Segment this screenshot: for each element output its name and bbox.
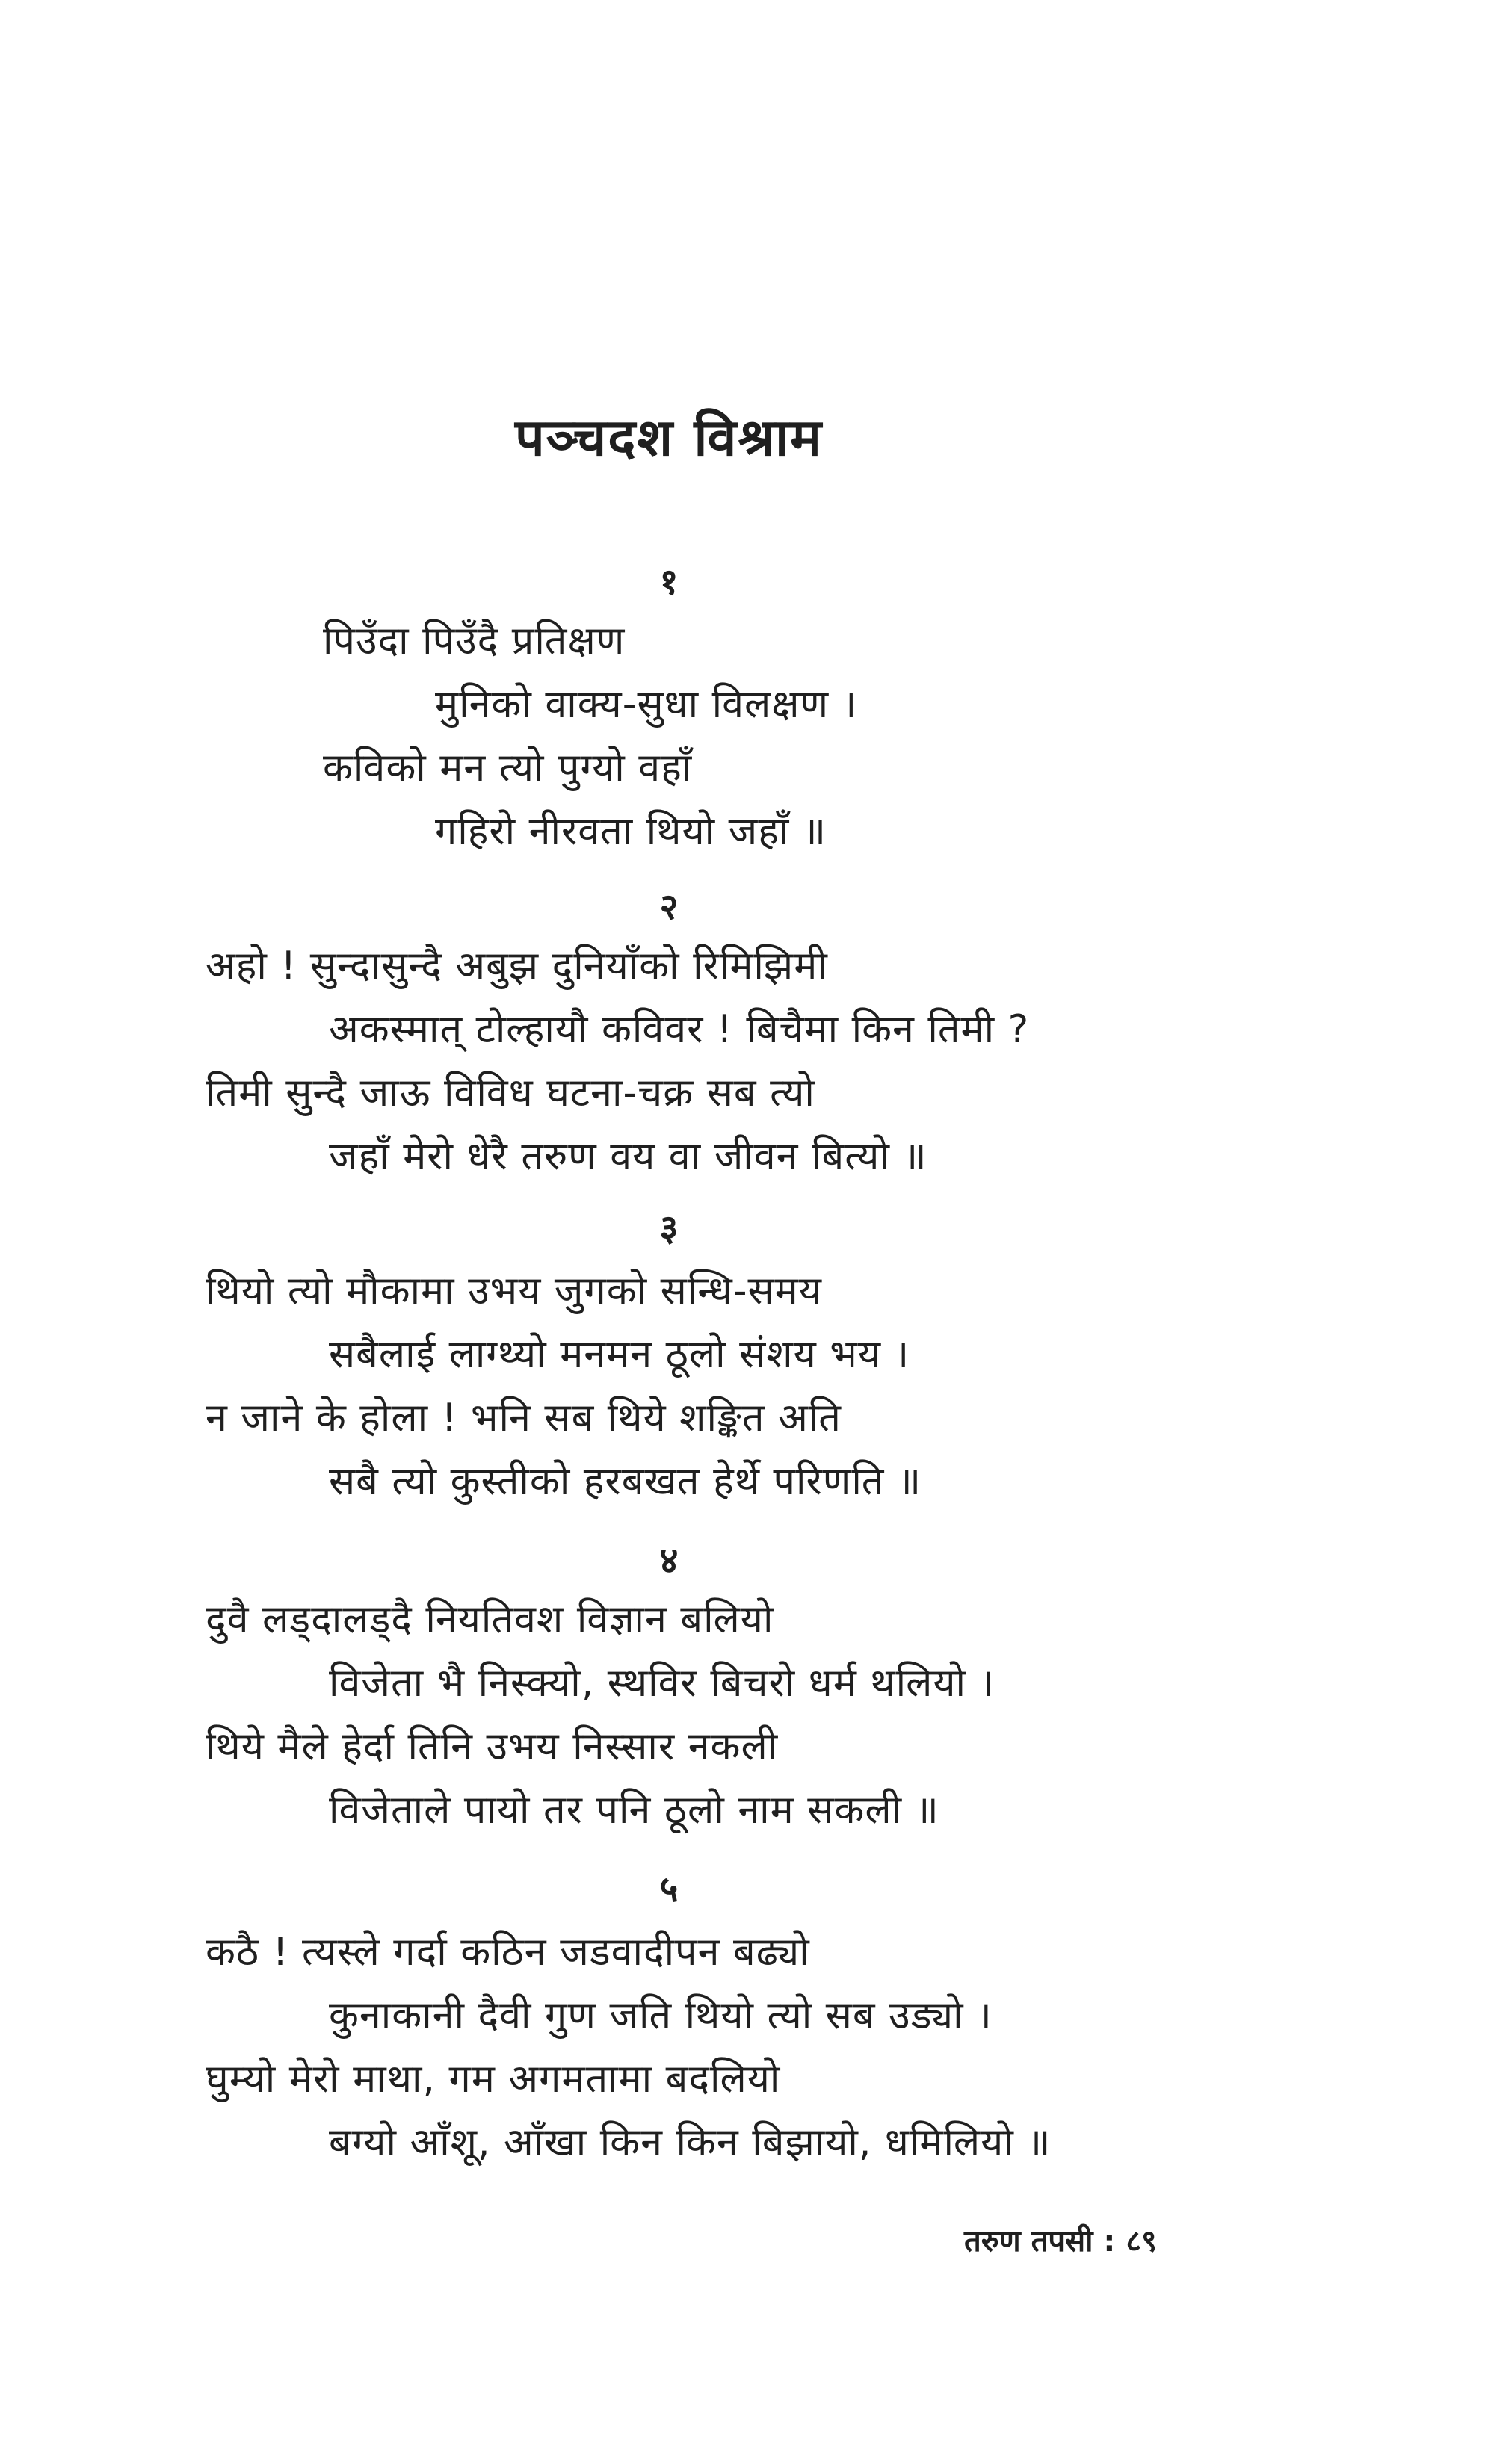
verse-line: गहिरो नीरवता थियो जहाँ ॥ xyxy=(435,809,827,854)
verse-line: मुनिको वाक्य-सुधा विलक्षण । xyxy=(435,682,858,727)
verse-line: विजेताले पायो तर पनि ठूलो नाम सकली ॥ xyxy=(329,1788,939,1833)
verse-number: २ xyxy=(659,886,679,928)
verse-line: तिमी सुन्दै जाऊ विविध घटना-चक्र सब त्यो xyxy=(206,1071,815,1115)
verse-line: अहो ! सुन्दासुन्दै अबुझ दुनियाँको रिमिझिमी xyxy=(206,944,828,988)
verse-line: पिउँदा पिउँदै प्रतिक्षण xyxy=(323,619,626,663)
verse-line: दुवै लड्दालड्दै नियतिवश विज्ञान बलियो xyxy=(206,1597,774,1642)
verse-number: ३ xyxy=(659,1207,679,1249)
verse-line: घुम्यो मेरो माथा, गम अगमतामा बदलियो xyxy=(206,2057,781,2102)
verse-line: थिये मैले हेर्दा तिनि उभय निस्सार नकली xyxy=(206,1724,779,1769)
verse-number: ४ xyxy=(659,1540,679,1582)
verse-number: ५ xyxy=(659,1869,679,1910)
verse-line: विजेता भै निस्क्यो, स्थविर बिचरो धर्म थलियो । xyxy=(329,1661,995,1706)
verse-line: जहाँ मेरो धेरै तरुण वय वा जीवन बित्यो ॥ xyxy=(329,1134,927,1179)
verse-line: सबैलाई लाग्थ्यो मनमन ठूलो संशय भय । xyxy=(329,1332,910,1377)
verse-line: न जाने के होला ! भनि सब थिये शङ्कित अति xyxy=(206,1396,842,1440)
verse-number: १ xyxy=(659,561,679,603)
page-footer: तरुण तपसी : ८९ xyxy=(964,2224,1157,2259)
verse-line: अकस्मात् टोल्हायौ कविवर ! बिचैमा किन तिमी ? xyxy=(329,1007,1030,1052)
verse-line: बग्यो आँशू, आँखा किन किन बिझायो, धमिलियो ॥ xyxy=(329,2120,1052,2165)
chapter-title: पञ्चदश विश्राम xyxy=(514,407,824,468)
verse-line: थियो त्यो मौकामा उभय जुगको सन्धि-समय xyxy=(206,1269,822,1313)
verse-line: कुनाकानी दैवी गुण जति थियो त्यो सब उड्यो । xyxy=(329,1993,993,2038)
verse-line: सबै त्यो कुस्तीको हरबखत हेर्थे परिणति ॥ xyxy=(329,1459,922,1504)
verse-line: कठै ! त्यस्ले गर्दा कठिन जडवादीपन बढ्यो xyxy=(206,1930,810,1975)
verse-line: कविको मन त्यो पुग्यो वहाँ xyxy=(323,746,693,790)
